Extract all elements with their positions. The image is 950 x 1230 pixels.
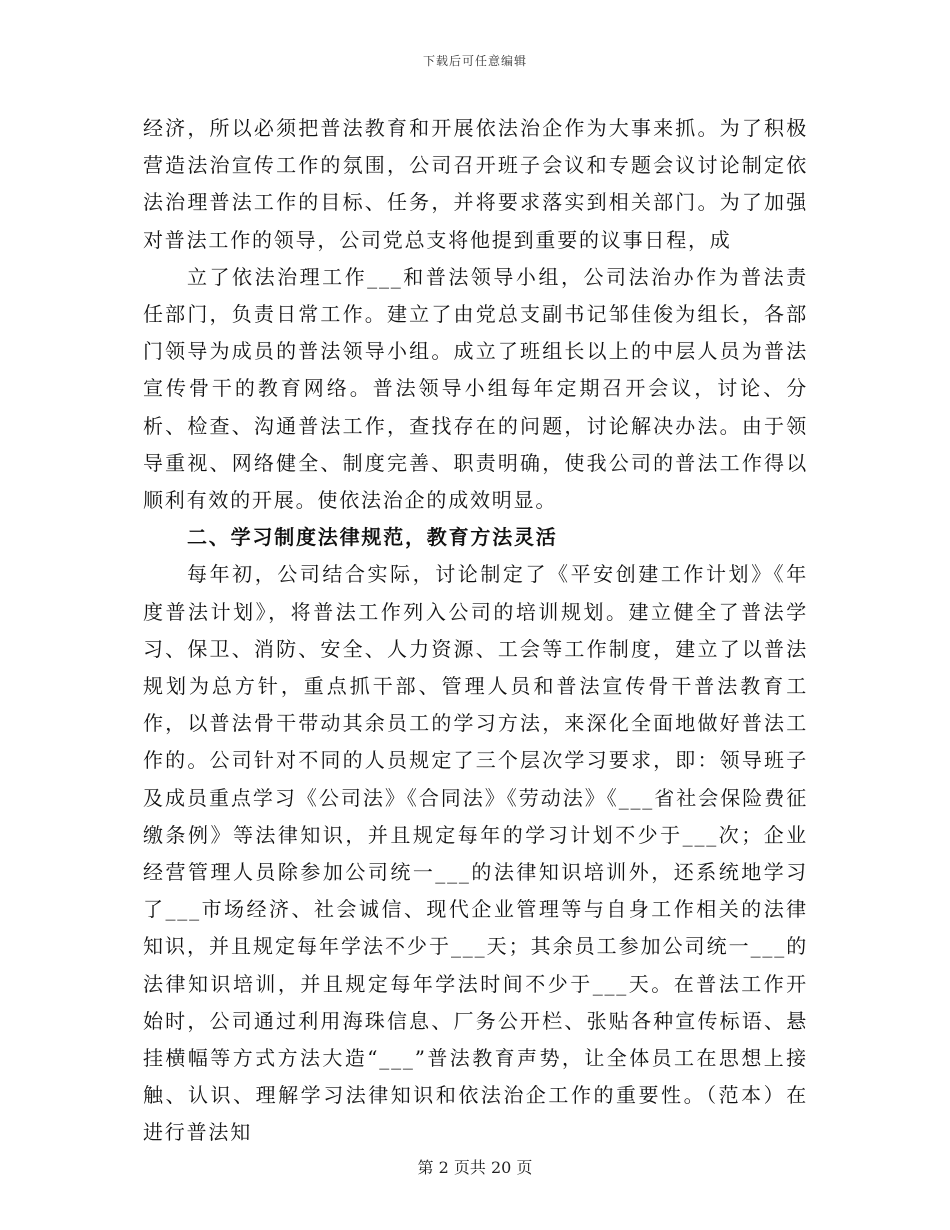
page-header-note: 下载后可任意编辑 bbox=[422, 54, 527, 68]
document-body bbox=[143, 110, 808, 1152]
section-heading: 二、学习制度法律规范，教育方法灵活 bbox=[187, 525, 558, 550]
paragraph-2: 立了依法治理工作___和普法领导小组，公司法治办作为普法责任部门，负责日常工作。建立了由党总支副书记邹佳俊为组长，各部门领导为成员的普法领导小组。成立了班组长以上的中层人员为普法宣传骨干的教育网络。普法领导小组每年定期召开会议，讨论、分析、检查、沟通普法工作，查找存在的问题，讨论解决办法。由于领导重视、网络健全、制度完善、职责明确，使我公司的普法工作得以顺利有效的开展。使依法治企的成效明显。 bbox=[143, 264, 808, 513]
page-number-footer: 第 2 页共 20 页 bbox=[417, 1158, 533, 1177]
paragraph-1: 经济，所以必须把普法教育和开展依法治企作为大事来抓。为了积极营造法治宣传工作的氛围，公司召开班子会议和专题会议讨论制定依法治理普法工作的目标、任务，并将要求落实到相关部门。为了加强对普法工作的领导，公司党总支将他提到重要的议事日程，成 bbox=[143, 116, 808, 252]
paragraph-3: 每年初，公司结合实际，讨论制定了《平安创建工作计划》《年度普法计划》，将普法工作列入公司的培训规划。建立健全了普法学习、保卫、消防、安全、人力资源、工会等工作制度，建立了以普法规划为总方针，重点抓干部、管理人员和普法宣传骨干普法教育工作，以普法骨干带动其余员工的学习方法，来深化全面地做好普法工作的。公司针对不同的人员规定了三个层次学习要求，即：领导班子及成员重点学习《公司法》《合同法》《劳动法》《___省社会保险费征缴条例》等法律知识，并且规定每年的学习计划不少于___次；企业经营管理人员除参加公司统一___的法律知识培训外，还系统地学习了___市场经济、社会诚信、现代企业管理等与自身工作相关的法律知识，并且规定每年学法不少于___天；其余员工参加公司统一___的法律知识培训，并且规定每年学法时间不少于___天。在普法工作开始时，公司通过利用海珠信息、厂务公开栏、张贴各种宣传标语、悬挂横幅等方式方法大造“___”普法教育声势，让全体员工在思想上接触、认识、理解学习法律知识和依法治企工作的重要性。（范本）在进行普法知 bbox=[143, 562, 808, 1145]
